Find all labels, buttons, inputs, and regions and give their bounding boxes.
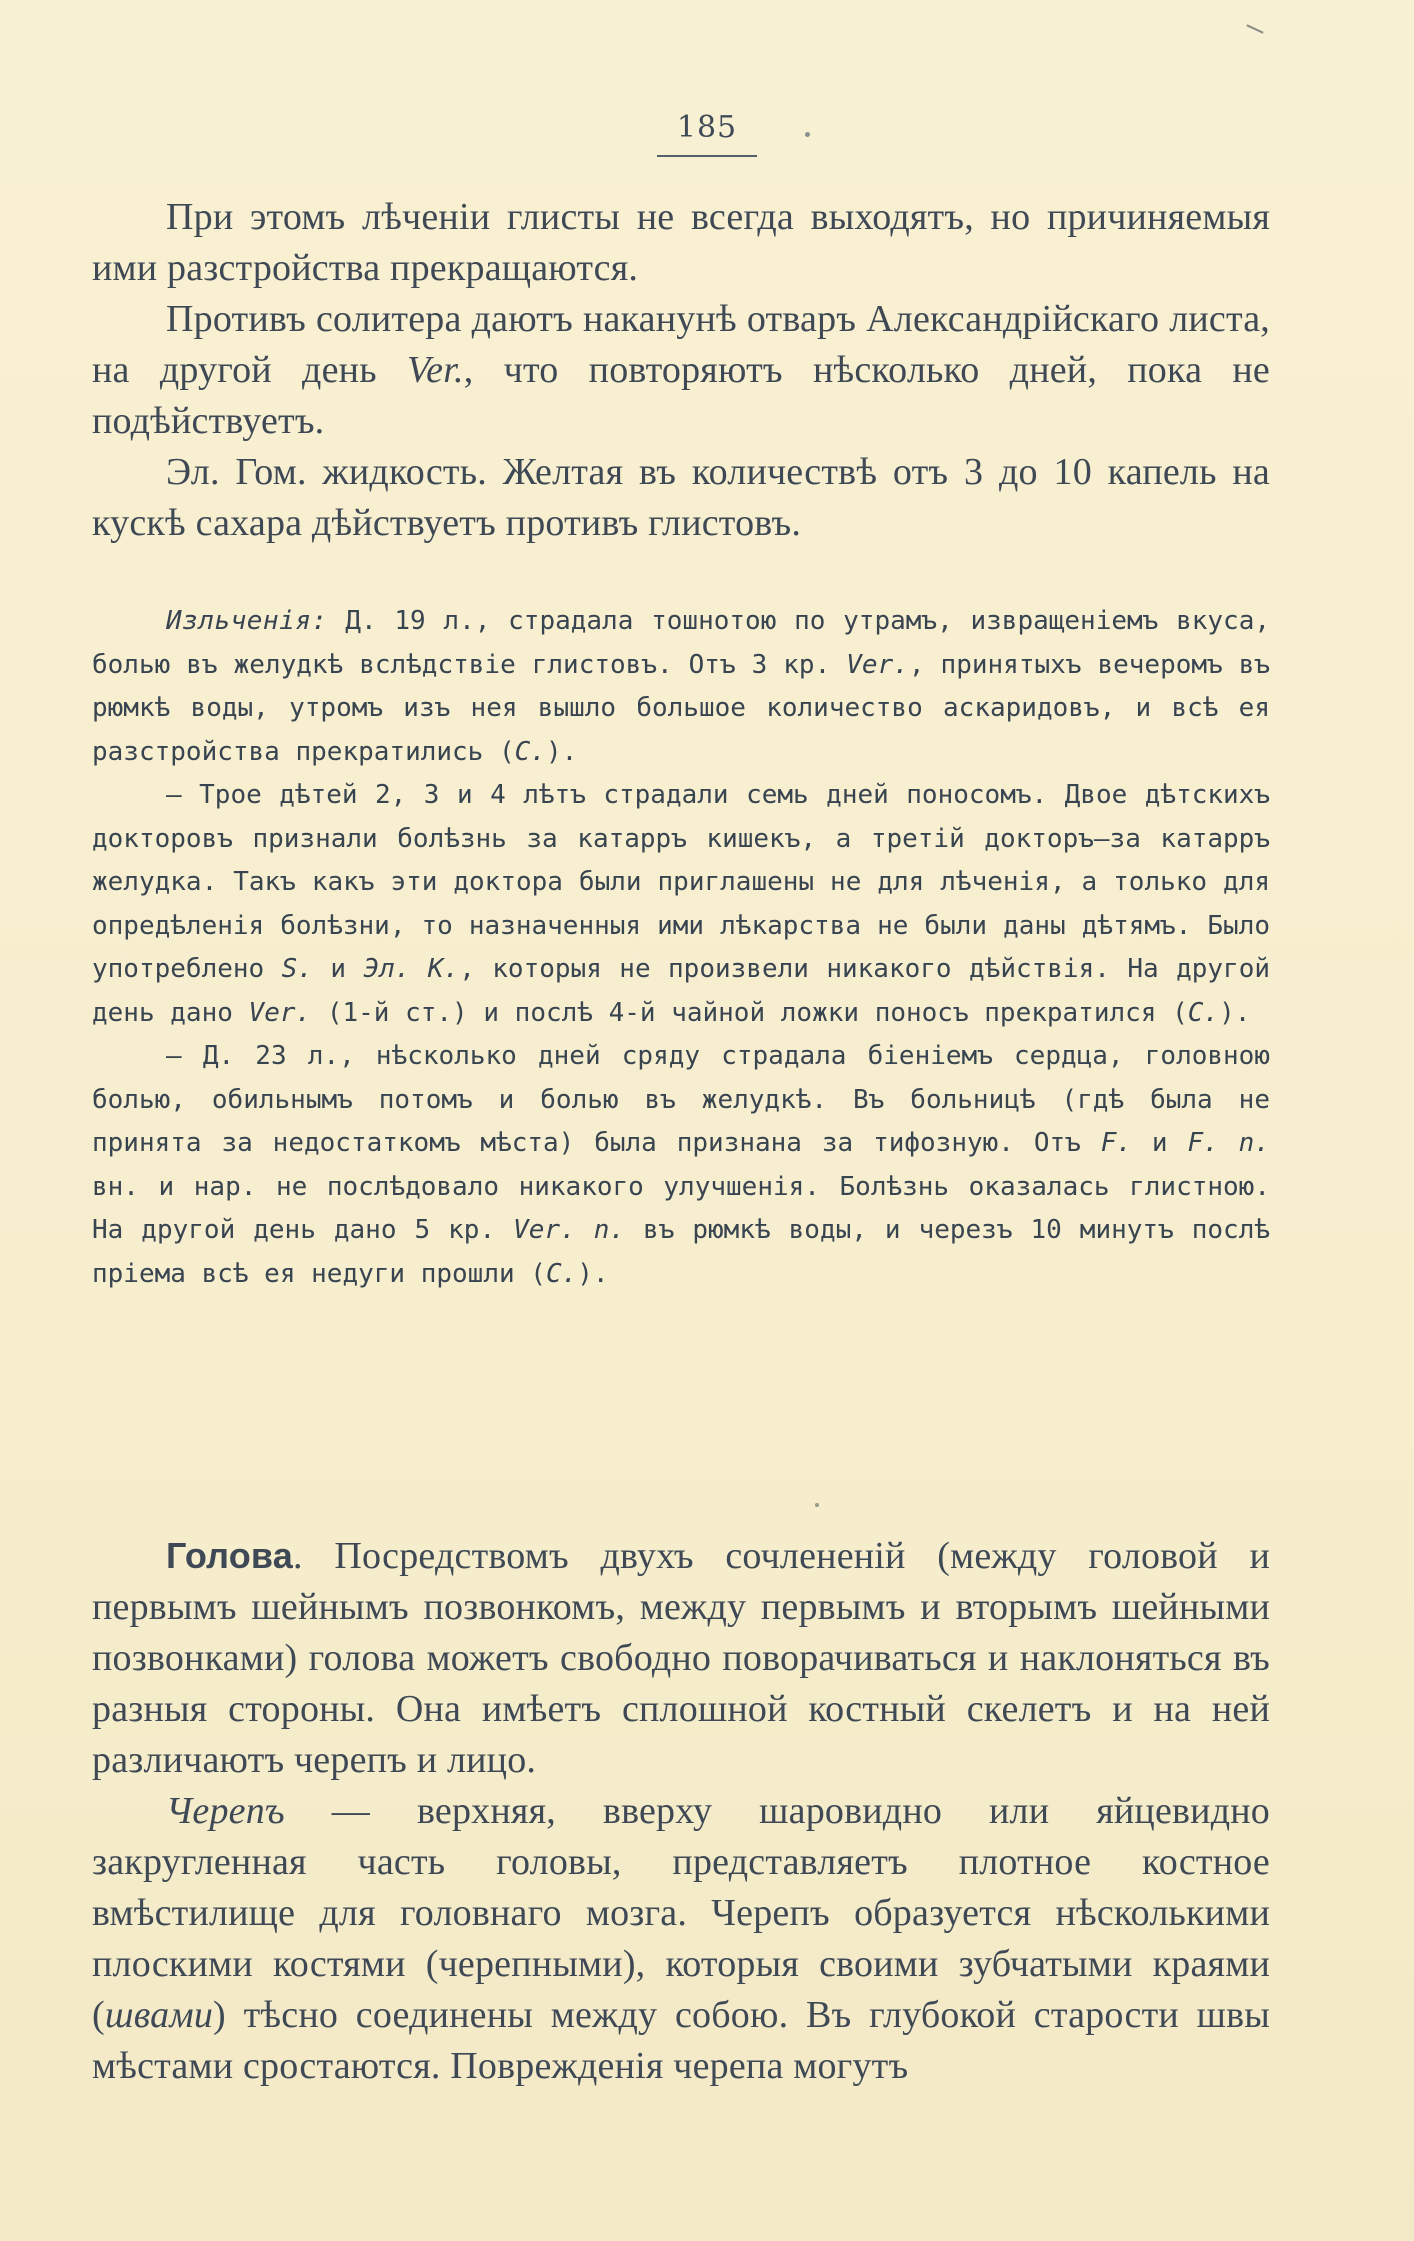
cases-lead: Изльченія: <box>166 606 328 636</box>
paragraph-head: Голова. Посредствомъ двухъ сочлененій (между головой и первымъ шейнымъ позвонкомъ, между первымъ и вторымъ шейными позвонками) голова можетъ свободно поворачиваться и наклоняться въ разныя стороны. Она имѣетъ сплошной костный скелетъ и на ней различаютъ черепъ и лицо. <box>92 1535 1270 1781</box>
case-2: — Трое дѣтей 2, 3 и 4 лѣтъ страдали семь дней поносомъ. Двое дѣтскихъ докторовъ признали болѣзнь за катарръ кишекъ, а третій докторъ—за катарръ желудка. Такъ какъ эти доктора были приглашены не для лѣченія, а только для опредѣленія болѣзни, то назначенныя ими лѣкарства не были даны дѣтямъ. Было употреблено S. и Эл. К., которыя не произвели никакого дѣйствія. На другой день дано Ver. (1-й ст.) и послѣ 4-й чайной ложки поносъ прекратился (С.). <box>92 780 1270 1028</box>
page-header <box>0 110 1414 157</box>
page-number: 185 <box>657 110 757 157</box>
term-seams: швами <box>104 1994 214 2036</box>
mid-dot-mark <box>815 1503 819 1507</box>
header-dot-mark <box>805 132 810 137</box>
cases-section <box>92 600 1270 1296</box>
section-heading: Голова <box>166 1535 293 1576</box>
case-1: Изльченія: Д. 19 л., страдала тошнотою по утрамъ, извращеніемъ вкуса, болью въ желудкѣ вслѣдствіе глистовъ. Отъ 3 кр. Ver., принятыхъ вечеромъ въ рюмкѣ воды, утромъ изъ нея вышло большое количество аскаридовъ, и всѣ ея разстройства прекратились (С.). <box>92 606 1271 767</box>
paragraph-skull: Черепъ — верхняя, вверху шаровидно или яйцевидно закругленная часть головы, представляетъ плотное костное вмѣстилище для головнаго мозга. Черепъ образуется нѣсколькими плоскими костями (черепными), которыя своими зубчатыми краями (швами) тѣсно соединены между собою. Въ глубокой старости швы мѣстами сростаются. Поврежденія черепа могутъ <box>92 1790 1270 2087</box>
paragraph-electro-homeopathy: Эл. Гом. жидкость. Желтая въ количествѣ отъ 3 до 10 капель на кускѣ сахара дѣйствуетъ противъ глистовъ. <box>92 451 1270 544</box>
margin-mark <box>1246 24 1263 33</box>
intro-section <box>92 192 1270 549</box>
remedy-ver: Ver. <box>406 349 464 391</box>
paragraph-tapeworm: Противъ солитера даютъ наканунѣ отваръ Александрійскаго листа, на другой день Ver., что повторяютъ нѣсколько дней, пока не подѣйствуетъ. <box>92 298 1270 442</box>
term-skull: Черепъ <box>166 1790 285 1832</box>
case-3: — Д. 23 л., нѣсколько дней сряду страдала біеніемъ сердца, головною болью, обильнымъ потомъ и болью въ желудкѣ. Въ больницѣ (гдѣ была не принята за недостаткомъ мѣста) была признана за тифозную. Отъ F. и F. n. вн. и нар. не послѣдовало никакого улучшенія. Болѣзнь оказалась глистною. На другой день дано 5 кр. Ver. n. въ рюмкѣ воды, и черезъ 10 минутъ послѣ пріема всѣ ея недуги прошли (С.). <box>92 1041 1270 1289</box>
head-section <box>92 1530 1270 2092</box>
paragraph-worms-treatment: При этомъ лѣченіи глисты не всегда выходятъ, но причиняемыя ими разстройства прекращаются. <box>92 196 1270 289</box>
